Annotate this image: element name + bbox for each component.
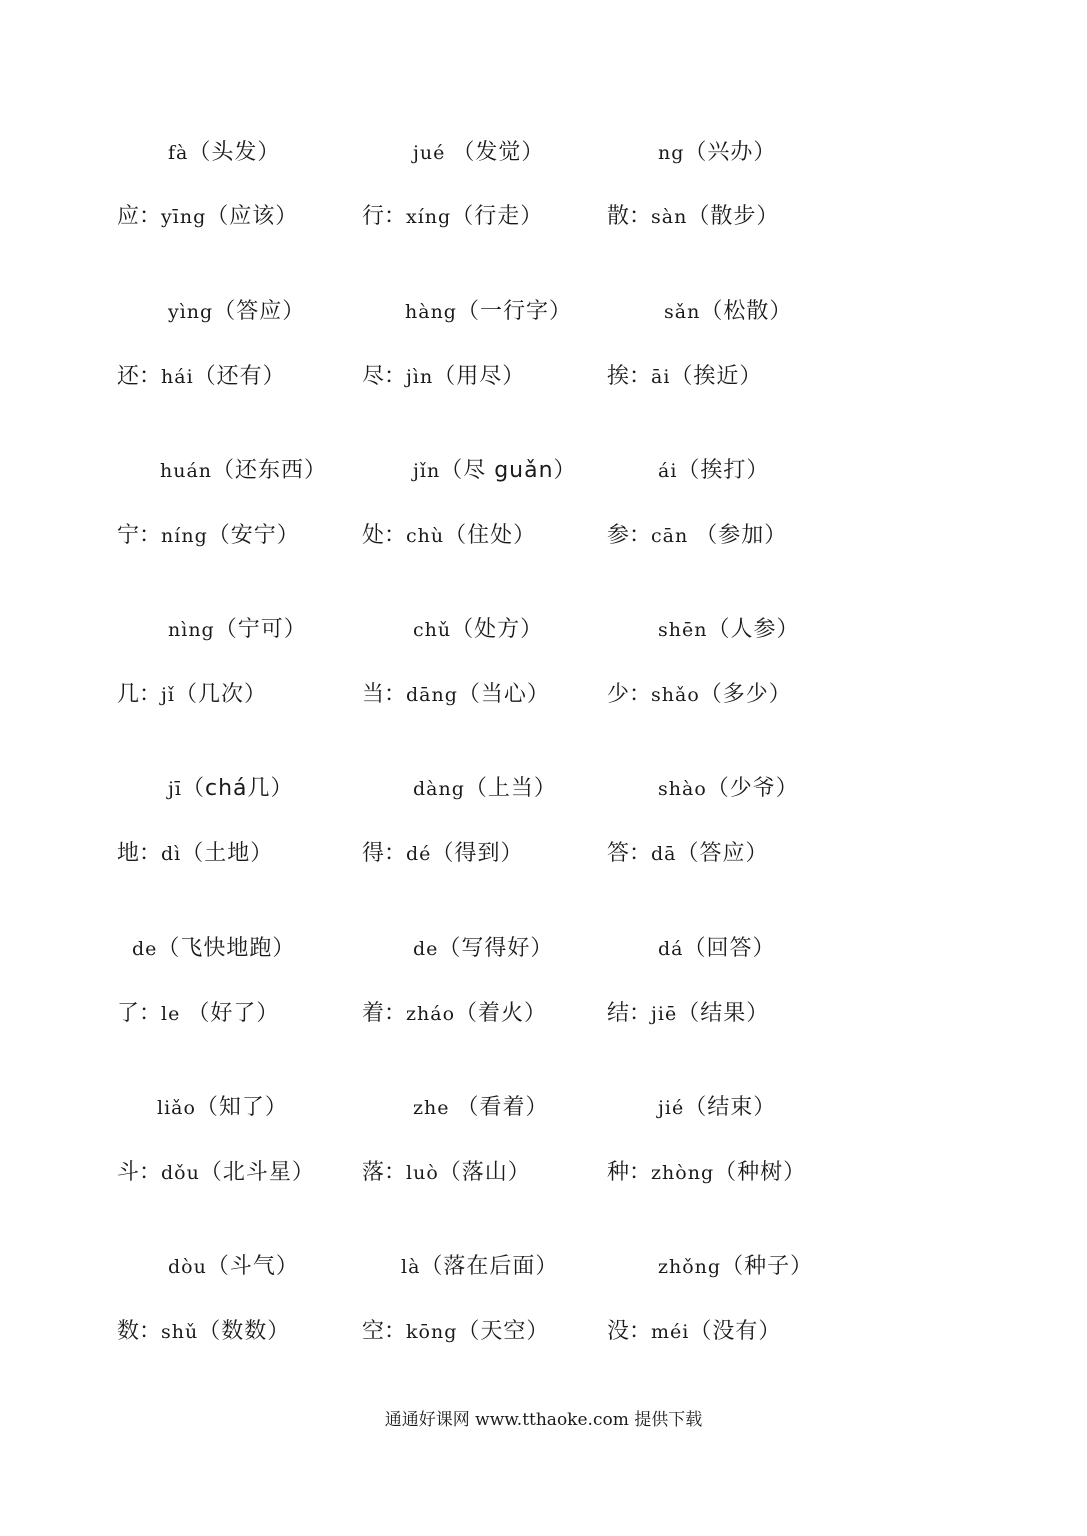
pinyin-reading: dàng [413, 778, 465, 800]
pinyin-reading: hái [161, 366, 194, 388]
example-word: （住处） [444, 523, 537, 548]
pinyin-reading: dé [406, 843, 432, 865]
alternate-reading [362, 610, 543, 650]
example-word: （知了） [195, 1095, 288, 1120]
alternate-reading [362, 133, 544, 173]
example-word: （尽 guǎn） [440, 458, 577, 483]
pinyin-reading: zhe [413, 1097, 457, 1119]
character-label: 着： [362, 1001, 407, 1026]
pinyin-reading: le [161, 1003, 188, 1025]
character-entry [362, 197, 543, 237]
pinyin-reading: shǎo [651, 684, 700, 706]
character-entry [607, 1153, 806, 1193]
alternate-reading [362, 1088, 549, 1128]
alternate-reading [607, 769, 799, 809]
character-entry [117, 1312, 290, 1352]
character-label: 还： [117, 364, 162, 389]
example-word: （种子） [721, 1254, 814, 1279]
alternate-reading [117, 1088, 288, 1128]
alternate-reading [117, 929, 295, 969]
character-entry [117, 994, 279, 1034]
character-entry [117, 516, 300, 556]
character-label: 尽： [362, 364, 407, 389]
pinyin-reading: jué [413, 142, 453, 164]
character-label: 行： [362, 204, 407, 229]
entry-row [0, 1153, 1087, 1193]
pinyin-reading: jǐ [161, 684, 175, 706]
alternate-reading [117, 451, 327, 491]
character-entry [607, 994, 769, 1034]
alternate-reading [607, 1247, 813, 1287]
alternate-reading [362, 1247, 558, 1287]
alternate-reading [362, 929, 553, 969]
character-entry [607, 197, 779, 237]
entry-row [0, 451, 1087, 491]
pinyin-reading: fà [168, 142, 189, 164]
alternate-reading [607, 292, 792, 332]
example-word: （答应） [676, 841, 769, 866]
example-word: （好了） [187, 1001, 280, 1026]
example-word: （参加） [695, 523, 788, 548]
page-footer: 通通好课网 www.tthaoke.com 提供下载 [384, 1410, 703, 1430]
pinyin-reading: ng [658, 142, 685, 164]
character-label: 参： [607, 523, 652, 548]
example-word: （飞快地跑） [157, 936, 296, 961]
entry-row [0, 769, 1087, 809]
alternate-reading [117, 769, 294, 809]
example-word: （一行字） [456, 299, 572, 324]
pinyin-reading: hàng [405, 301, 457, 323]
character-entry [117, 197, 298, 237]
example-word: （土地） [181, 841, 274, 866]
alternate-reading [362, 451, 577, 491]
character-entry [362, 516, 536, 556]
pinyin-reading: jī [168, 778, 182, 800]
character-label: 数： [117, 1319, 162, 1344]
character-entry [362, 1312, 549, 1352]
pinyin-reading: dāng [406, 684, 458, 706]
example-word: （宁可） [214, 617, 307, 642]
example-word: （还东西） [212, 458, 328, 483]
character-label: 空： [362, 1319, 407, 1344]
pinyin-reading: dǒu [161, 1162, 200, 1184]
example-word: （散步） [687, 204, 780, 229]
character-entry [117, 675, 267, 715]
pinyin-reading: níng [161, 525, 208, 547]
alternate-reading [607, 133, 776, 173]
character-entry [362, 994, 547, 1034]
pinyin-reading: jìn [406, 366, 434, 388]
entry-row [0, 1312, 1087, 1352]
example-word: （当心） [457, 682, 550, 707]
entry-row [0, 357, 1087, 397]
pinyin-reading: dá [658, 938, 684, 960]
character-entry [607, 1312, 781, 1352]
alternate-reading [607, 451, 769, 491]
example-word: （几次） [174, 682, 267, 707]
pinyin-reading: de [132, 938, 158, 960]
pinyin-reading: dì [161, 843, 182, 865]
example-word: （用尽） [433, 364, 526, 389]
entry-row [0, 610, 1087, 650]
character-label: 斗： [117, 1160, 162, 1185]
character-label: 几： [117, 682, 162, 707]
entry-row [0, 1088, 1087, 1128]
example-word: （得到） [431, 841, 524, 866]
pinyin-reading: huán [160, 460, 213, 482]
character-entry [117, 357, 286, 397]
example-word: （安宁） [207, 523, 300, 548]
entry-row [0, 292, 1087, 332]
example-word: （人参） [707, 617, 800, 642]
example-word: （多少） [699, 682, 792, 707]
alternate-reading [607, 1088, 776, 1128]
character-label: 没： [607, 1319, 652, 1344]
example-word: （行走） [451, 204, 544, 229]
character-entry [117, 834, 273, 874]
example-word: （写得好） [438, 936, 554, 961]
pinyin-reading: shēn [658, 619, 708, 641]
example-word: （chá几） [181, 776, 294, 801]
example-word: （挨打） [677, 458, 770, 483]
example-word: （上当） [464, 776, 557, 801]
example-word: （少爷） [706, 776, 799, 801]
example-word: （还有） [193, 364, 286, 389]
alternate-reading [362, 769, 557, 809]
pinyin-reading: shào [658, 778, 707, 800]
pinyin-reading: jǐn [413, 460, 441, 482]
pinyin-reading: là [401, 1256, 421, 1278]
pinyin-reading: jié [658, 1097, 685, 1119]
example-word: （头发） [188, 140, 281, 165]
example-word: （落山） [438, 1160, 531, 1185]
entry-row [0, 994, 1087, 1034]
character-entry [362, 675, 550, 715]
character-label: 宁： [117, 523, 162, 548]
character-entry [117, 1153, 315, 1193]
pinyin-reading: shǔ [161, 1321, 199, 1343]
example-word: （松散） [700, 299, 793, 324]
character-label: 处： [362, 523, 407, 548]
pinyin-reading: yìng [168, 301, 214, 323]
pinyin-reading: jiē [651, 1003, 678, 1025]
example-word: （挨近） [670, 364, 763, 389]
pinyin-reading: sàn [651, 206, 688, 228]
character-label: 答： [607, 841, 652, 866]
example-word: （回答） [683, 936, 776, 961]
character-label: 得： [362, 841, 407, 866]
example-word: （着火） [455, 1001, 548, 1026]
example-word: （答应） [213, 299, 306, 324]
pinyin-reading: chù [406, 525, 445, 547]
pinyin-reading: xíng [406, 206, 452, 228]
example-word: （发觉） [452, 140, 545, 165]
pinyin-reading: méi [651, 1321, 690, 1343]
example-word: （没有） [689, 1319, 782, 1344]
example-word: （看着） [456, 1095, 549, 1120]
alternate-reading [117, 292, 305, 332]
pinyin-reading: nìng [168, 619, 215, 641]
example-word: （北斗星） [199, 1160, 315, 1185]
pinyin-reading: liǎo [157, 1097, 196, 1119]
character-entry [362, 357, 525, 397]
pinyin-reading: yīng [161, 206, 207, 228]
character-label: 应： [117, 204, 162, 229]
character-label: 当： [362, 682, 407, 707]
character-label: 落： [362, 1160, 407, 1185]
pinyin-reading: kōng [406, 1321, 458, 1343]
example-word: （斗气） [206, 1254, 299, 1279]
example-word: （兴办） [684, 140, 777, 165]
entry-row [0, 133, 1087, 173]
alternate-reading [117, 610, 307, 650]
entry-row [0, 834, 1087, 874]
pinyin-reading: zhòng [651, 1162, 715, 1184]
example-word: （处方） [451, 617, 544, 642]
character-label: 了： [117, 1001, 162, 1026]
example-word: （结束） [684, 1095, 777, 1120]
pinyin-reading: chǔ [413, 619, 452, 641]
entry-row [0, 675, 1087, 715]
character-label: 挨： [607, 364, 652, 389]
pinyin-reading: zhǒng [658, 1256, 722, 1278]
character-entry [607, 675, 792, 715]
entry-row [0, 197, 1087, 237]
pinyin-reading: dā [651, 843, 677, 865]
example-word: （种树） [714, 1160, 807, 1185]
pinyin-reading: āi [651, 366, 671, 388]
entry-row [0, 929, 1087, 969]
example-word: （天空） [457, 1319, 550, 1344]
pinyin-reading: sǎn [664, 301, 701, 323]
character-entry [362, 834, 523, 874]
character-entry [607, 516, 787, 556]
character-entry [607, 834, 769, 874]
character-label: 少： [607, 682, 652, 707]
example-word: （落在后面） [420, 1254, 559, 1279]
example-word: （数数） [198, 1319, 291, 1344]
character-label: 结： [607, 1001, 652, 1026]
character-label: 散： [607, 204, 652, 229]
entry-row [0, 516, 1087, 556]
alternate-reading [607, 610, 799, 650]
alternate-reading [607, 929, 776, 969]
pinyin-reading: de [413, 938, 439, 960]
example-word: （应该） [206, 204, 299, 229]
character-entry [362, 1153, 531, 1193]
entry-row [0, 1247, 1087, 1287]
pinyin-reading: ái [658, 460, 678, 482]
alternate-reading [117, 1247, 299, 1287]
character-label: 种： [607, 1160, 652, 1185]
example-word: （结果） [677, 1001, 770, 1026]
pinyin-reading: zháo [406, 1003, 456, 1025]
character-entry [607, 357, 762, 397]
pinyin-reading: luò [406, 1162, 439, 1184]
character-label: 地： [117, 841, 162, 866]
alternate-reading [117, 133, 280, 173]
pinyin-reading: cān [651, 525, 696, 547]
alternate-reading [362, 292, 572, 332]
pinyin-reading: dòu [168, 1256, 207, 1278]
